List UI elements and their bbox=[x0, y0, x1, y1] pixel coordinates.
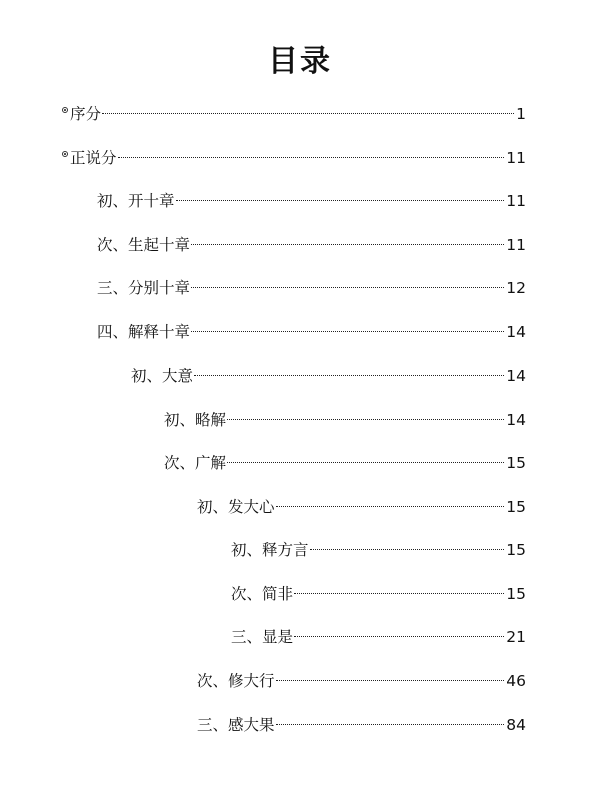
toc-entry-label: 三、显是 bbox=[231, 628, 294, 646]
toc-entry-page: 84 bbox=[506, 716, 526, 734]
toc-entry-label: 初、略解 bbox=[164, 411, 227, 429]
toc-entry-page: 11 bbox=[506, 149, 526, 167]
toc-entry-label: 次、修大行 bbox=[197, 672, 275, 690]
toc-entry-page: 1 bbox=[516, 105, 526, 123]
bullet-icon bbox=[62, 107, 68, 113]
toc-entry-page: 15 bbox=[506, 541, 526, 559]
toc-entry-page: 15 bbox=[506, 454, 526, 472]
dot-leader bbox=[276, 506, 505, 507]
dot-leader bbox=[176, 200, 505, 201]
toc-entry[interactable] bbox=[62, 102, 526, 126]
toc-entry-page: 46 bbox=[506, 672, 526, 690]
toc-entry-label: 三、感大果 bbox=[197, 716, 275, 734]
dot-leader bbox=[294, 636, 504, 637]
toc-entry[interactable] bbox=[231, 582, 526, 606]
toc-entry[interactable] bbox=[164, 451, 526, 475]
dot-leader bbox=[276, 724, 505, 725]
toc-entry-label: 初、大意 bbox=[131, 367, 194, 385]
bullet-icon bbox=[62, 151, 68, 157]
toc-entry-page: 21 bbox=[506, 628, 526, 646]
dot-leader bbox=[191, 331, 504, 332]
toc-entry[interactable] bbox=[164, 408, 526, 432]
toc-entry-label: 三、分别十章 bbox=[97, 279, 191, 297]
toc-entry-label: 四、解释十章 bbox=[97, 323, 191, 341]
dot-leader bbox=[294, 593, 504, 594]
toc-entry-page: 14 bbox=[506, 411, 526, 429]
toc-entry-label: 正说分 bbox=[70, 149, 117, 167]
toc-entry-label: 次、简非 bbox=[231, 585, 294, 603]
toc-entry[interactable] bbox=[62, 146, 526, 170]
dot-leader bbox=[276, 680, 505, 681]
toc-title: 目录 bbox=[268, 44, 332, 79]
toc-entry-page: 12 bbox=[506, 279, 526, 297]
toc-entry-label: 初、发大心 bbox=[197, 498, 275, 516]
toc-entry[interactable] bbox=[97, 189, 526, 213]
dot-leader bbox=[227, 462, 504, 463]
toc-entry-label: 初、开十章 bbox=[97, 192, 175, 210]
toc-entry[interactable] bbox=[197, 495, 526, 519]
toc-entry-label: 初、释方言 bbox=[231, 541, 309, 559]
toc-entry-page: 11 bbox=[506, 192, 526, 210]
toc-entry[interactable] bbox=[197, 713, 526, 737]
toc-entry-page: 15 bbox=[506, 498, 526, 516]
toc-entry-page: 14 bbox=[506, 367, 526, 385]
toc-entry-label: 次、生起十章 bbox=[97, 236, 191, 254]
dot-leader bbox=[310, 549, 505, 550]
toc-entry[interactable] bbox=[97, 233, 526, 257]
toc-entry-page: 15 bbox=[506, 585, 526, 603]
toc-entry-page: 11 bbox=[506, 236, 526, 254]
toc-entry-label: 序分 bbox=[70, 105, 102, 123]
toc-entry-page: 14 bbox=[506, 323, 526, 341]
toc-entry[interactable] bbox=[197, 669, 526, 693]
toc-entry[interactable] bbox=[231, 538, 526, 562]
dot-leader bbox=[102, 113, 514, 114]
dot-leader bbox=[118, 157, 505, 158]
dot-leader bbox=[227, 419, 504, 420]
toc-entry[interactable] bbox=[131, 364, 526, 388]
dot-leader bbox=[191, 244, 504, 245]
toc-entry-label: 次、广解 bbox=[164, 454, 227, 472]
toc-entry[interactable] bbox=[97, 276, 526, 300]
toc-entry[interactable] bbox=[97, 320, 526, 344]
dot-leader bbox=[194, 375, 504, 376]
toc-entry[interactable] bbox=[231, 625, 526, 649]
dot-leader bbox=[191, 287, 504, 288]
